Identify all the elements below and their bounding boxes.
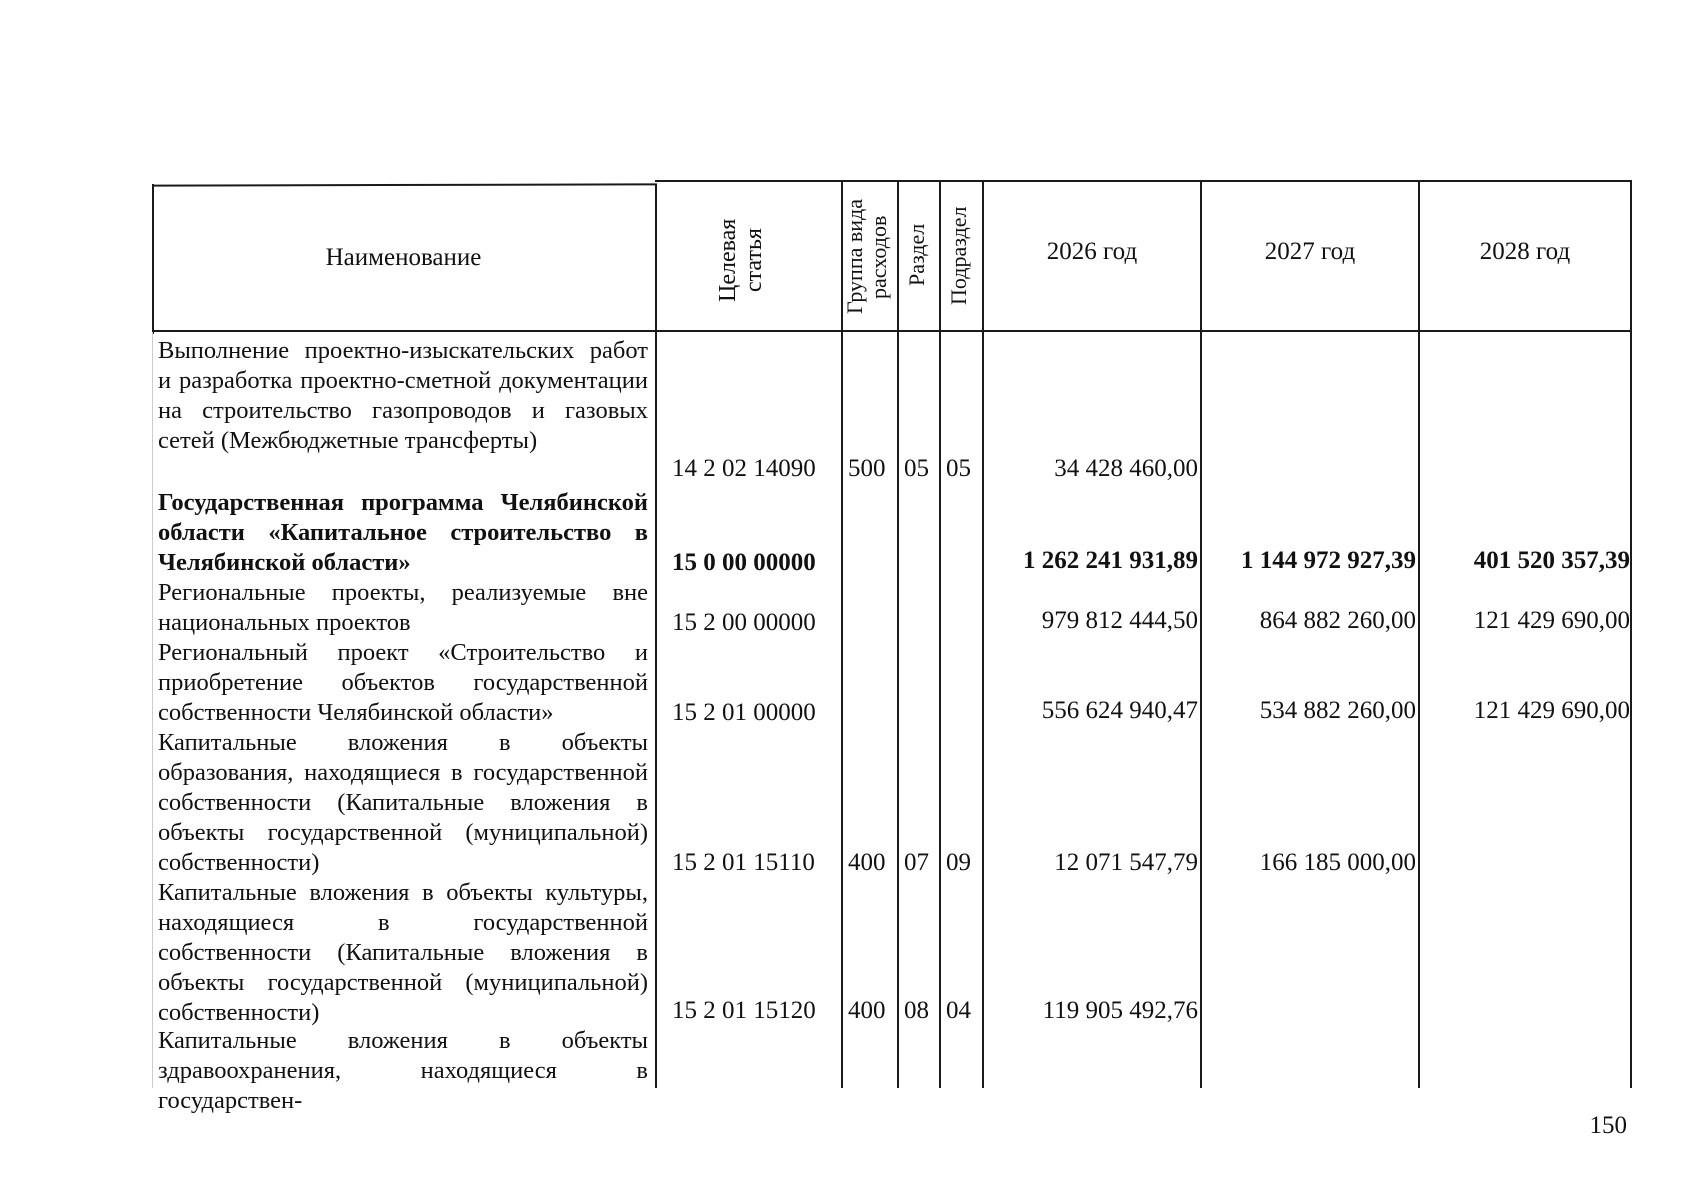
row-section: 07 (904, 849, 929, 876)
row-section: 08 (904, 997, 929, 1024)
row-2028: 401 520 357,39 (1473, 547, 1630, 574)
col-sep-name (655, 184, 657, 1088)
header-expense-group: Группа вида расходов (842, 199, 891, 315)
row-2026: 119 905 492,76 (1042, 997, 1198, 1024)
col-sep-section (939, 182, 941, 1088)
row-code: 15 0 00 00000 (672, 549, 816, 576)
row-2027: 166 185 000,00 (1259, 849, 1416, 876)
header-target-article: Целевая статья (715, 218, 767, 302)
row-2026: 556 624 940,47 (1041, 697, 1198, 724)
row-name: Капитальные вложения в объекты здравоохранения, находящиеся в государствен- (158, 1027, 648, 1114)
table-border-left (152, 332, 153, 1088)
header-name: Наименование (325, 244, 482, 271)
page-number: 150 (1589, 1112, 1627, 1139)
table-border-right (1630, 180, 1632, 1088)
row-2028: 121 429 690,00 (1473, 697, 1630, 724)
row-code: 15 2 01 00000 (672, 699, 816, 726)
row-subsection: 09 (946, 849, 971, 876)
row-2026: 12 071 547,79 (1054, 849, 1198, 876)
header-subsection: Подраздел (946, 206, 971, 306)
row-name: Региональный проект «Строительство и приобретение объектов государственной собственности Челябинской области» (158, 639, 648, 726)
row-name: Региональные проекты, реализуемые вне национальных проектов (158, 579, 648, 636)
header-border-bottom (152, 330, 1632, 332)
row-code: 14 2 02 14090 (672, 455, 816, 482)
row-name: Выполнение проектно-изыскательских работ и разработка проектно-сметной документации на строительство газопроводов и газовых сетей (Межбюджетные трансферты) (158, 337, 648, 454)
row-group: 400 (848, 849, 886, 876)
table-border-top (152, 183, 657, 186)
row-2027: 534 882 260,00 (1259, 697, 1416, 724)
header-section: Раздел (904, 223, 929, 287)
header-2026: 2026 год (1046, 238, 1138, 265)
header-2028: 2028 год (1479, 238, 1571, 265)
row-name: Капитальные вложения в объекты образования, находящиеся в государственной собственности (Капитальные вложения в объекты государственной (муниципальной) собственности) (158, 729, 648, 876)
row-name: Капитальные вложения в объекты культуры, находящиеся в государственной собственности (Капитальные вложения в объекты государственной (муниципальной) собственности) (158, 879, 648, 1026)
row-subsection: 05 (946, 455, 971, 482)
row-2028: 121 429 690,00 (1473, 607, 1630, 634)
row-code: 15 2 01 15120 (672, 997, 816, 1024)
row-2026: 1 262 241 931,89 (1023, 547, 1198, 574)
header-2027: 2027 год (1264, 238, 1356, 265)
row-name: Государственная программа Челябинской области «Капитальное строительство в Челябинской области» (158, 489, 648, 576)
row-2026: 979 812 444,50 (1041, 607, 1198, 634)
row-code: 15 2 01 15110 (672, 849, 815, 876)
row-group: 400 (848, 997, 886, 1024)
row-2027: 1 144 972 927,39 (1241, 547, 1416, 574)
row-2027: 864 882 260,00 (1259, 607, 1416, 634)
row-subsection: 04 (946, 997, 971, 1024)
col-sep-group (897, 182, 899, 1088)
row-section: 05 (904, 455, 929, 482)
row-code: 15 2 00 00000 (672, 609, 816, 636)
table-border-top (655, 180, 1632, 182)
row-2026: 34 428 460,00 (1054, 455, 1198, 482)
row-group: 500 (848, 455, 886, 482)
